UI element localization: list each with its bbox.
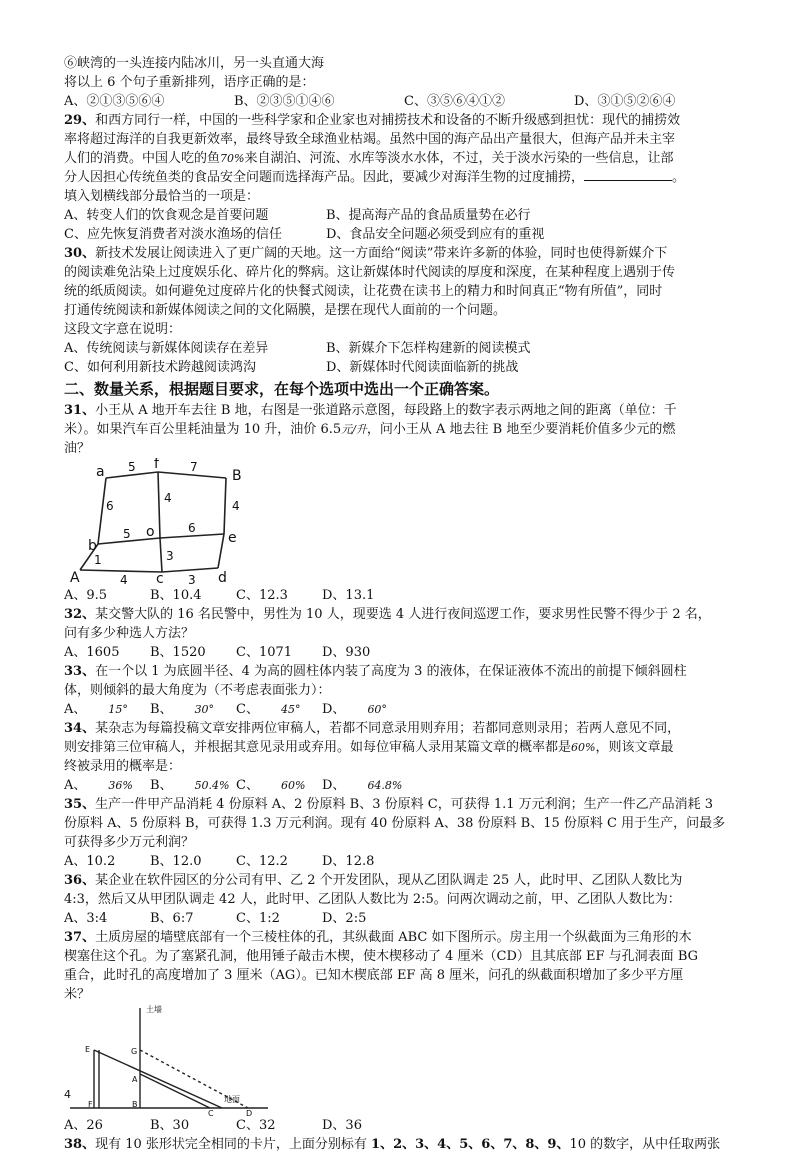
q34-option-a: A、 36%: [64, 778, 133, 793]
q35-line-3: 可获得多少万元利润？: [64, 835, 195, 850]
q31-options: [64, 586, 754, 605]
q31-option-a: A、9.5: [64, 588, 108, 603]
q36-line-1: 36、某企业在软件园区的分公司有甲、乙 2 个开发团队，现从乙团队调走 25 人，此时甲、乙团队人数比为: [64, 873, 683, 888]
q37-line-1: 37、土质房屋的墙壁底部有一个三棱柱体的孔，其纵截面 ABC 如下图所示。房主用一个纵截面为三角形的木: [64, 930, 692, 945]
road-f-o: [158, 472, 160, 538]
q33-line-1: 33、在一个以 1 为底圆半径、4 为高的圆柱体内装了高度为 3 的液体，在保证液体不流出的前提下倾斜圆柱: [64, 664, 687, 679]
q37-options: [64, 1116, 754, 1135]
node-o: o: [146, 524, 155, 540]
q31-number: 31、: [64, 403, 96, 418]
road-o-c: [160, 538, 162, 572]
q34-option-b: B、 50.4%: [150, 778, 230, 793]
q34-number: 34、: [64, 721, 96, 736]
edge-label: 7: [190, 460, 198, 474]
q30-line-3: 统的纸质阅读。如何避免过度碎片化的快餐式阅读，让花费在读书上的精力和时间真正“物有所值”，同时: [64, 284, 663, 299]
road-e-d: [218, 534, 224, 568]
q29-line-4: 分人因担心传统鱼类的食品安全问题而选择海产品。因此，要减少对海洋生物的过度捕捞， 。: [64, 170, 686, 185]
q29-line-1: 29、和西方同行一样，中国的一些科学家和企业家也对捕捞技术和设备的不断升级感到担忧：现代的捕捞效: [64, 113, 681, 128]
edge-label: 1: [94, 553, 102, 567]
road-B-e: [224, 478, 226, 534]
q34-percent: 60%: [571, 741, 596, 754]
q31-option-b: B、10.4: [150, 588, 202, 603]
node-a: a: [96, 464, 105, 480]
q37-option-a: A、26: [64, 1118, 103, 1133]
q30-line-4: 打通传统阅读和新媒体阅读之间的文化隔膜，是摆在现代人面前的一个问题。: [64, 303, 507, 318]
q29-line-2: 率将超过海洋的自我更新效率，最终导致全球渔业枯竭。虽然中国的海产品出产量很大，但海产品并未主宰: [64, 132, 676, 147]
q33-options: [64, 700, 754, 719]
q31-line-3: 油？: [64, 441, 91, 456]
q31-road-map: [64, 458, 754, 584]
q32-option-a: A、1605: [64, 645, 120, 660]
q35-number: 35、: [64, 797, 96, 812]
node-d: d: [218, 570, 227, 584]
q31-line-1: 31、小王从 A 地开车去往 B 地，右图是一张道路示意图，每段路上的数字表示两地之间的距离（单位：千: [64, 403, 677, 418]
q34-options: [64, 776, 754, 795]
q37-line-3: 重合，此时孔的高度增加了 3 厘米（AG）。已知木楔底部 EF 高 8 厘米，问孔的纵截面积增加了多少平方厘: [64, 968, 684, 983]
node-c: c: [156, 571, 164, 584]
edge-label: 4: [232, 499, 240, 513]
q34-line-1: 34、某杂志为每篇投稿文章安排两位审稿人，若都不同意录用则弃用；若都同意则录用；若两人意见不同，: [64, 721, 681, 736]
q28-option-b: B、②③⑤①④⑥: [234, 94, 335, 109]
q36-number: 36、: [64, 873, 96, 888]
q31-option-d: D、13.1: [322, 588, 375, 603]
q38-number: 38、: [64, 1137, 96, 1152]
node-e: e: [228, 530, 237, 546]
q32-line-2: 问有多少种选人方法？: [64, 626, 195, 641]
q37-option-c: C、32: [236, 1118, 276, 1133]
q29-option-d: D、食品安全问题必须受到应有的重视: [326, 227, 545, 242]
q33-option-c: C、 45°: [236, 702, 301, 717]
q36-options: [64, 909, 754, 928]
q28-prompt: 将以上 6 个句子重新排列，语序正确的是：: [64, 75, 315, 90]
q30-number: 30、: [64, 246, 96, 261]
page-body: [64, 54, 754, 1154]
hole-ac: [140, 1074, 210, 1108]
point-A: A: [132, 1075, 138, 1084]
q30-options-row-2: [64, 358, 754, 377]
edge-label: 4: [164, 491, 172, 505]
q37-option-d: D、36: [322, 1118, 362, 1133]
edge-label: 4: [120, 573, 128, 584]
point-B: B: [132, 1100, 138, 1109]
q36-option-b: B、6:7: [150, 911, 194, 926]
q35-options: [64, 852, 754, 871]
q29-option-c: C、应先恢复消费者对淡水渔场的信任: [64, 227, 282, 242]
q28-options: [64, 92, 754, 111]
edge-label: 3: [166, 549, 174, 563]
q30-line-1: 30、新技术发展让阅读进入了更广阔的天地。这一方面给“阅读”带来许多新的体验，同时也使得新媒介下: [64, 246, 668, 261]
edge-label: 6: [188, 521, 196, 535]
page-number: 4: [64, 1088, 71, 1101]
edge-label: 5: [123, 527, 131, 541]
q30-option-d: D、新媒体时代阅读面临新的挑战: [326, 360, 519, 375]
q34-line-2: 则安排第三位审稿人，并根据其意见录用或弃用。如每位审稿人录用某篇文章的概率都是60%，则该文章最: [64, 740, 674, 755]
q30-prompt: 这段文字意在说明：: [64, 322, 182, 337]
q28-line-6: ⑥峡湾的一头连接内陆冰川，另一头直通大海: [64, 56, 325, 71]
q28-option-c: C、③⑤⑥④①②: [404, 94, 505, 109]
q37-line-2: 楔塞住这个孔。为了塞紧孔洞，他用锤子敲击木楔，使木楔移动了 4 厘米（CD）且其底部 EF 与孔洞表面 BG: [64, 949, 698, 964]
node-f: f: [154, 458, 159, 472]
road-A-c: [80, 570, 162, 572]
q37-number: 37、: [64, 930, 96, 945]
q29-option-a: A、转变人们的饮食观念是首要问题: [64, 208, 269, 223]
q37-wedge-figure: [64, 1004, 754, 1116]
edge-label: 5: [128, 460, 136, 474]
q33-number: 33、: [64, 664, 96, 679]
q36-option-c: C、1:2: [236, 911, 280, 926]
point-C: C: [208, 1109, 214, 1116]
node-B: B: [232, 468, 242, 484]
q34-option-d: D、 64.8%: [322, 778, 403, 793]
q29-option-b: B、提高海产品的食品质量势在必行: [326, 208, 531, 223]
q34-option-c: C、 60%: [236, 778, 306, 793]
road-c-d: [162, 568, 218, 572]
wall-label: 土墙: [146, 1005, 162, 1014]
q28-option-a: A、②①③⑤⑥④: [64, 94, 165, 109]
q31-option-c: C、12.3: [236, 588, 288, 603]
q35-option-c: C、12.2: [236, 854, 288, 869]
q30-options-row-1: [64, 339, 754, 358]
q38-line-1: 38、现有 10 张形状完全相同的卡片，上面分别标有 1、2、3、4、5、6、7、8、9、10 的数字，从中任取两张: [64, 1137, 721, 1152]
edge-label: 3: [188, 573, 196, 584]
q35-option-a: A、10.2: [64, 854, 116, 869]
q35-option-b: B、12.0: [150, 854, 202, 869]
q32-line-1: 32、某交警大队的 16 名民警中，男性为 10 人，现要选 4 人进行夜间巡逻工作，要求男性民警不得少于 2 名，: [64, 607, 711, 622]
q31-unit: 元/升: [341, 423, 367, 436]
q36-option-a: A、3:4: [64, 911, 108, 926]
q36-line-2: 4:3，然后又从甲团队调走 42 人，此时甲、乙团队人数比为 2:5。问两次调动之前，甲、乙团队人数比为：: [64, 892, 681, 907]
q31-line-2: 米）。如果汽车百公里耗油量为 10 升，油价 6.5元/升，问小王从 A 地去往 B 地至少要消耗价值多少元的燃: [64, 422, 676, 437]
node-b: b: [88, 538, 97, 554]
q30-option-b: B、新媒介下怎样构建新的阅读模式: [326, 341, 531, 356]
q34-line-3: 终被录用的概率是：: [64, 759, 182, 774]
q37-option-b: B、30: [150, 1118, 190, 1133]
q37-line-4: 米？: [64, 987, 91, 1002]
q29-percent: 70%: [220, 152, 245, 165]
q29-options-row-1: [64, 206, 754, 225]
q29-prompt: 填入划横线部分最恰当的一项是：: [64, 189, 260, 204]
q32-options: [64, 643, 754, 662]
q35-line-2: 份原料 A、5 份原料 B，可获得 1.3 万元利润。现有 40 份原料 A、38 份原料 B、15 份原料 C 用于生产，问最多: [64, 816, 726, 831]
point-E: E: [85, 1045, 91, 1054]
point-G: G: [131, 1047, 138, 1056]
q33-option-b: B、 30°: [150, 702, 215, 717]
road-a-b: [98, 478, 106, 544]
q30-option-c: C、如何利用新技术跨越阅读鸿沟: [64, 360, 256, 375]
q32-option-b: B、1520: [150, 645, 206, 660]
point-F: F: [88, 1100, 93, 1109]
edge-label: 6: [106, 499, 114, 513]
q35-line-1: 35、生产一件甲产品消耗 4 份原料 A、2 份原料 B、3 份原料 C，可获得 1.1 万元利润；生产一件乙产品消耗 3: [64, 797, 714, 812]
point-D: D: [246, 1109, 253, 1116]
q35-option-d: D、12.8: [322, 854, 375, 869]
q33-line-2: 体，则倾斜的最大角度为（不考虑表面张力）：: [64, 683, 331, 698]
q29-line-3: 人们的消费。中国人吃的鱼70%来自湖泊、河流、水库等淡水水体，不过，关于淡水污染的一些信息，让部: [64, 151, 674, 166]
q36-option-d: D、2:5: [322, 911, 367, 926]
q33-option-a: A、 15°: [64, 702, 128, 717]
q30-line-2: 的阅读难免沾染上过度娱乐化、碎片化的弊病。这让新媒体时代阅读的厚度和深度，在某种程度上遇别于传: [64, 265, 676, 280]
ground-label: 地面: [224, 1095, 240, 1104]
wedge-hypotenuse: [94, 1050, 222, 1108]
q29-number: 29、: [64, 113, 96, 128]
q33-option-d: D、 60°: [322, 702, 387, 717]
q32-option-c: C、1071: [236, 645, 293, 660]
q29-answer-blank: [584, 168, 672, 181]
q32-option-d: D、930: [322, 645, 371, 660]
section-2-heading: 二、数量关系，根据题目要求，在每个选项中选出一个正确答案。: [64, 380, 500, 398]
node-A: A: [70, 570, 80, 584]
q29-options-row-2: [64, 225, 754, 244]
q30-option-a: A、传统阅读与新媒体阅读存在差异: [64, 341, 269, 356]
q28-option-d: D、③①⑤②⑥④: [574, 94, 676, 109]
q32-number: 32、: [64, 607, 96, 622]
